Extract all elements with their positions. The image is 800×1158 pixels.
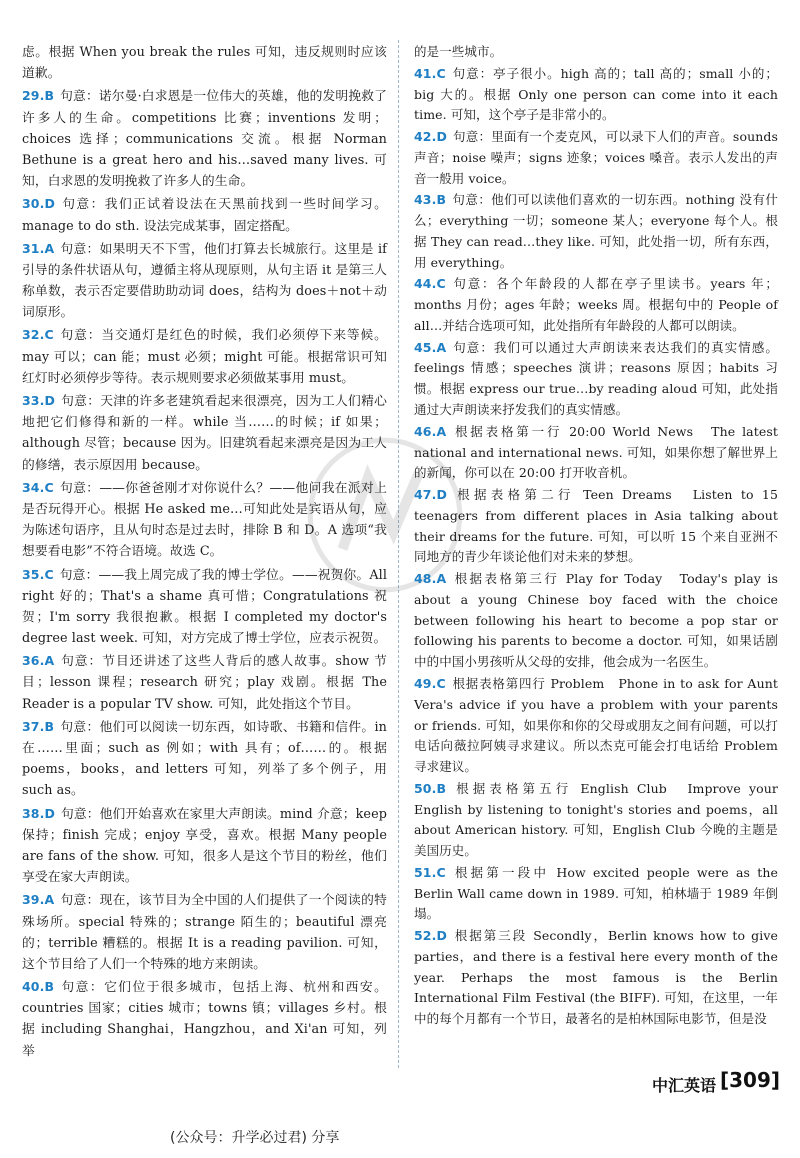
answer-item — [22, 889, 387, 975]
answer-item — [414, 127, 778, 189]
answer-explanation: 句意：他们开始喜欢在家里大声朗读。mind 介意；keep 保持；finish 完成；enjoy 享受，喜欢。根据 Many people are fans of the show. 可知，很多人是这个节目的粉丝，他们享受在家大声朗读。 — [22, 806, 387, 886]
answer-explanation: 句意：节目还讲述了这些人背后的感人故事。show 节目；lesson 课程；research 研究；play 戏剧。根据 The Reader is a popular TV show. 可知，此处指这个节目。 — [22, 654, 387, 712]
answer-explanation: 根据表格第五行 English Club Improve your English by listening to tonight's stories and poems，all about American history. 可知，English Club 今晚的主题是美国历史。 — [414, 780, 778, 859]
answer-explanation: 句意：现在，该节目为全中国的人们提供了一个阅读的特殊场所。special 特殊的；strange 陌生的；beautiful 漂亮的；terrible 糟糕的。根据 It is a reading pavilion. 可知，这个节目给了人们一个特殊的地方来朗读。 — [22, 893, 387, 972]
answer-number: 45.A — [414, 339, 447, 355]
answer-item — [414, 190, 778, 273]
answer-number: 44.C — [414, 276, 446, 292]
answer-number: 38.D — [22, 805, 55, 821]
answer-explanation: 根据表格第三行 Play for Today Today's play is about a young Chinese boy faced with the choice between following his heart to become a pop star or following his parents to become a doctor. 可知，如果话剧中的中国小男孩听从父母的安排，他会成为一名医生。 — [414, 571, 778, 670]
answer-explanation: 句意：我们正试着设法在天黑前找到一些时间学习。manage to do sth. 设法完成某事，固定搭配。 — [22, 197, 387, 234]
page-number: [309] — [719, 1068, 780, 1092]
answer-item — [22, 650, 387, 715]
answer-item — [414, 422, 778, 484]
answer-item — [414, 274, 778, 336]
answer-explanation: 根据第一段中 How excited people were as the Berlin Wall came down in 1989. 可知，柏林墙于 1989 年倒塌。 — [414, 864, 778, 922]
answer-explanation: 句意：诺尔曼·白求恩是一位伟大的英雄，他的发明挽救了许多人的生命。competitions 比赛；inventions 发明；choices 选择；communications 交流。根据 Norman Bethune is a great hero and his…saved many lives. 可知，白求恩的发明挽救了许多人的生命。 — [22, 89, 387, 190]
answer-explanation: 句意：它们位于很多城市，包括上海、杭州和西安。countries 国家；cities 城市；towns 镇；villages 乡村。根据 including Shanghai，Hangzhou，and Xi'an 可知，列举 — [22, 980, 387, 1059]
answer-number: 46.A — [414, 423, 447, 439]
answer-number: 50.B — [414, 780, 447, 796]
answer-explanation: 根据第三段 Secondly，Berlin knows how to give parties，and there is a festival here every month of the year. Perhaps the most famous is the Berlin International Film Festival (the BIFF). 可知，在这里，一年中的每个月都有一个节日，最著名的是柏林国际电影节，但是没 — [414, 928, 778, 1027]
answer-item — [414, 42, 778, 63]
answer-item — [22, 477, 387, 563]
answer-explanation: 句意：里面有一个麦克风，可以录下人们的声音。sounds 声音；noise 噪声；signs 迹象；voices 嗓音。表示人发出的声音一般用 voice。 — [414, 129, 778, 186]
answer-explanation: 句意：当交通灯是红色的时候，我们必须停下来等候。may 可以；can 能；must 必须；might 可能。根据常识可知红灯时必须停步等待。表示规则要求必须做某事用 must。 — [22, 328, 387, 386]
answer-explanation: 句意：他们可以阅读一切东西，如诗歌、书籍和信件。in 在……里面；such as 例如；with 具有；of……的。根据 poems，books，and letters 可知，列举了多个例子，用 such as。 — [22, 719, 387, 799]
answer-item — [22, 716, 387, 802]
answer-number: 31.A — [22, 240, 55, 256]
bottom-note: (公众号：升学必过君) 分享 — [170, 1130, 340, 1146]
answer-number: 32.C — [22, 327, 54, 343]
answer-number: 47.D — [414, 487, 447, 503]
answer-number: 33.D — [22, 393, 55, 408]
answer-number: 52.D — [414, 928, 447, 944]
answer-explanation: 句意：亭子很小。high 高的；tall 高的；small 小的；big 大的。根据 Only one person can come into it each time. 可知，这个亭子是非常小的。 — [414, 65, 778, 123]
answer-number: 48.A — [414, 571, 447, 587]
answer-item — [414, 926, 778, 1030]
answer-item — [414, 674, 778, 778]
answer-item — [22, 803, 387, 889]
answer-explanation: 的是一些城市。 — [414, 44, 503, 59]
answer-number: 36.A — [22, 653, 55, 669]
right-column — [414, 42, 778, 1031]
answer-number: 39.A — [22, 892, 55, 908]
answer-item — [22, 193, 387, 236]
answer-explanation: 句意：天津的许多老建筑看起来很漂亮，因为工人们精心地把它们修得和新的一样。while 当……的时候；if 如果；although 尽管；because 因为。旧建筑看起来漂亮是因为工人的修缮，表示原因用 because。 — [22, 394, 387, 473]
answer-item — [22, 564, 387, 650]
answer-explanation: 根据表格第一行 20:00 World News The latest national and international news. 可知，如果你想了解世界上的新闻，你可以在 20:00 打开收音机。 — [414, 423, 778, 481]
answer-item — [22, 390, 387, 476]
answer-explanation: 句意：各个年龄段的人都在亭子里读书。years 年；months 月份；ages 年龄；weeks 周。根据句中的 People of all…并结合选项可知，此处指所有年龄段的人都可以朗读。 — [414, 276, 778, 333]
answer-number: 40.B — [22, 979, 55, 995]
answer-number: 34.C — [22, 479, 54, 495]
answer-number: 43.B — [414, 192, 447, 208]
answer-number: 51.C — [414, 864, 446, 880]
answer-item — [22, 324, 387, 389]
answer-item — [414, 485, 778, 568]
answer-number: 29.B — [22, 88, 55, 104]
answer-explanation: 句意：如果明天不下雪，他们打算去长城旅行。这里是 if 引导的条件状语从句，遵循主将从现原则，从句主语 it 是第三人称单数，表示否定要借助助动词 does，结构为 does＋not＋动词原形。 — [22, 241, 387, 321]
answer-item — [22, 976, 387, 1062]
answer-explanation: 根据表格第二行 Teen Dreams Listen to 15 teenagers from different places in Asia talking about their dreams for the future. 可知，可以听 15 个来自亚洲不同地方的青少年谈论他们对未来的梦想。 — [414, 487, 778, 565]
answer-number: 41.C — [414, 65, 446, 81]
answer-explanation: 句意：——我上周完成了我的博士学位。——祝贺你。All right 好的；That's a shame 真可惜；Congratulations 祝贺；I'm sorry 我很抱歉。根据 I completed my doctor's degree last week. 可知，对方完成了博士学位，应表示祝贺。 — [22, 567, 387, 647]
answer-item — [414, 64, 778, 126]
answer-number: 37.B — [22, 718, 55, 734]
answer-item — [414, 779, 778, 862]
answer-explanation: 句意：我们可以通过大声朗读来表达我们的真实情感。feelings 情感；speeches 演讲；reasons 原因；habits 习惯。根据 express our true…by reading aloud 可知，此处指通过大声朗读来抒发我们的真实情感。 — [414, 339, 778, 418]
answer-item — [414, 338, 778, 421]
footer-brand: 中汇英语 — [651, 1076, 716, 1095]
answer-explanation: 句意：他们可以读他们喜欢的一切东西。nothing 没有什么；everything 一切；someone 某人；everyone 每个人。根据 They can read…they like. 可知，此处指一切，所有东西，用 everything。 — [414, 192, 778, 270]
answer-item — [414, 863, 778, 925]
answer-explanation: 虑。根据 When you break the rules 可知，违反规则时应该道歉。 — [22, 45, 387, 82]
answer-item — [22, 238, 387, 324]
answer-number: 49.C — [414, 675, 446, 691]
answer-item — [414, 569, 778, 673]
answer-number: 42.D — [414, 129, 447, 145]
answer-number: 30.D — [22, 196, 55, 212]
answer-explanation: 句意：——你爸爸刚才对你说什么？——他问我在派对上是否玩得开心。根据 He asked me…可知此处是宾语从句，应为陈述句语序，且从句时态是过去时，排除 B 和 D。A 选项“我想要看电影”不符合语境。故选 C。 — [22, 480, 387, 560]
answer-explanation: 根据表格第四行 Problem Phone in to ask for Aunt Vera's advice if you have a problem with your parents or friends. 可知，如果你和你的父母或朋友之间有问题，可以打电话向薇拉阿姨寻求建议。所以杰克可能会打电话给 Problem 寻求建议。 — [414, 675, 778, 775]
answer-item — [22, 85, 387, 192]
answer-number: 35.C — [22, 566, 54, 582]
answer-item — [22, 42, 387, 84]
left-column — [22, 42, 387, 1063]
